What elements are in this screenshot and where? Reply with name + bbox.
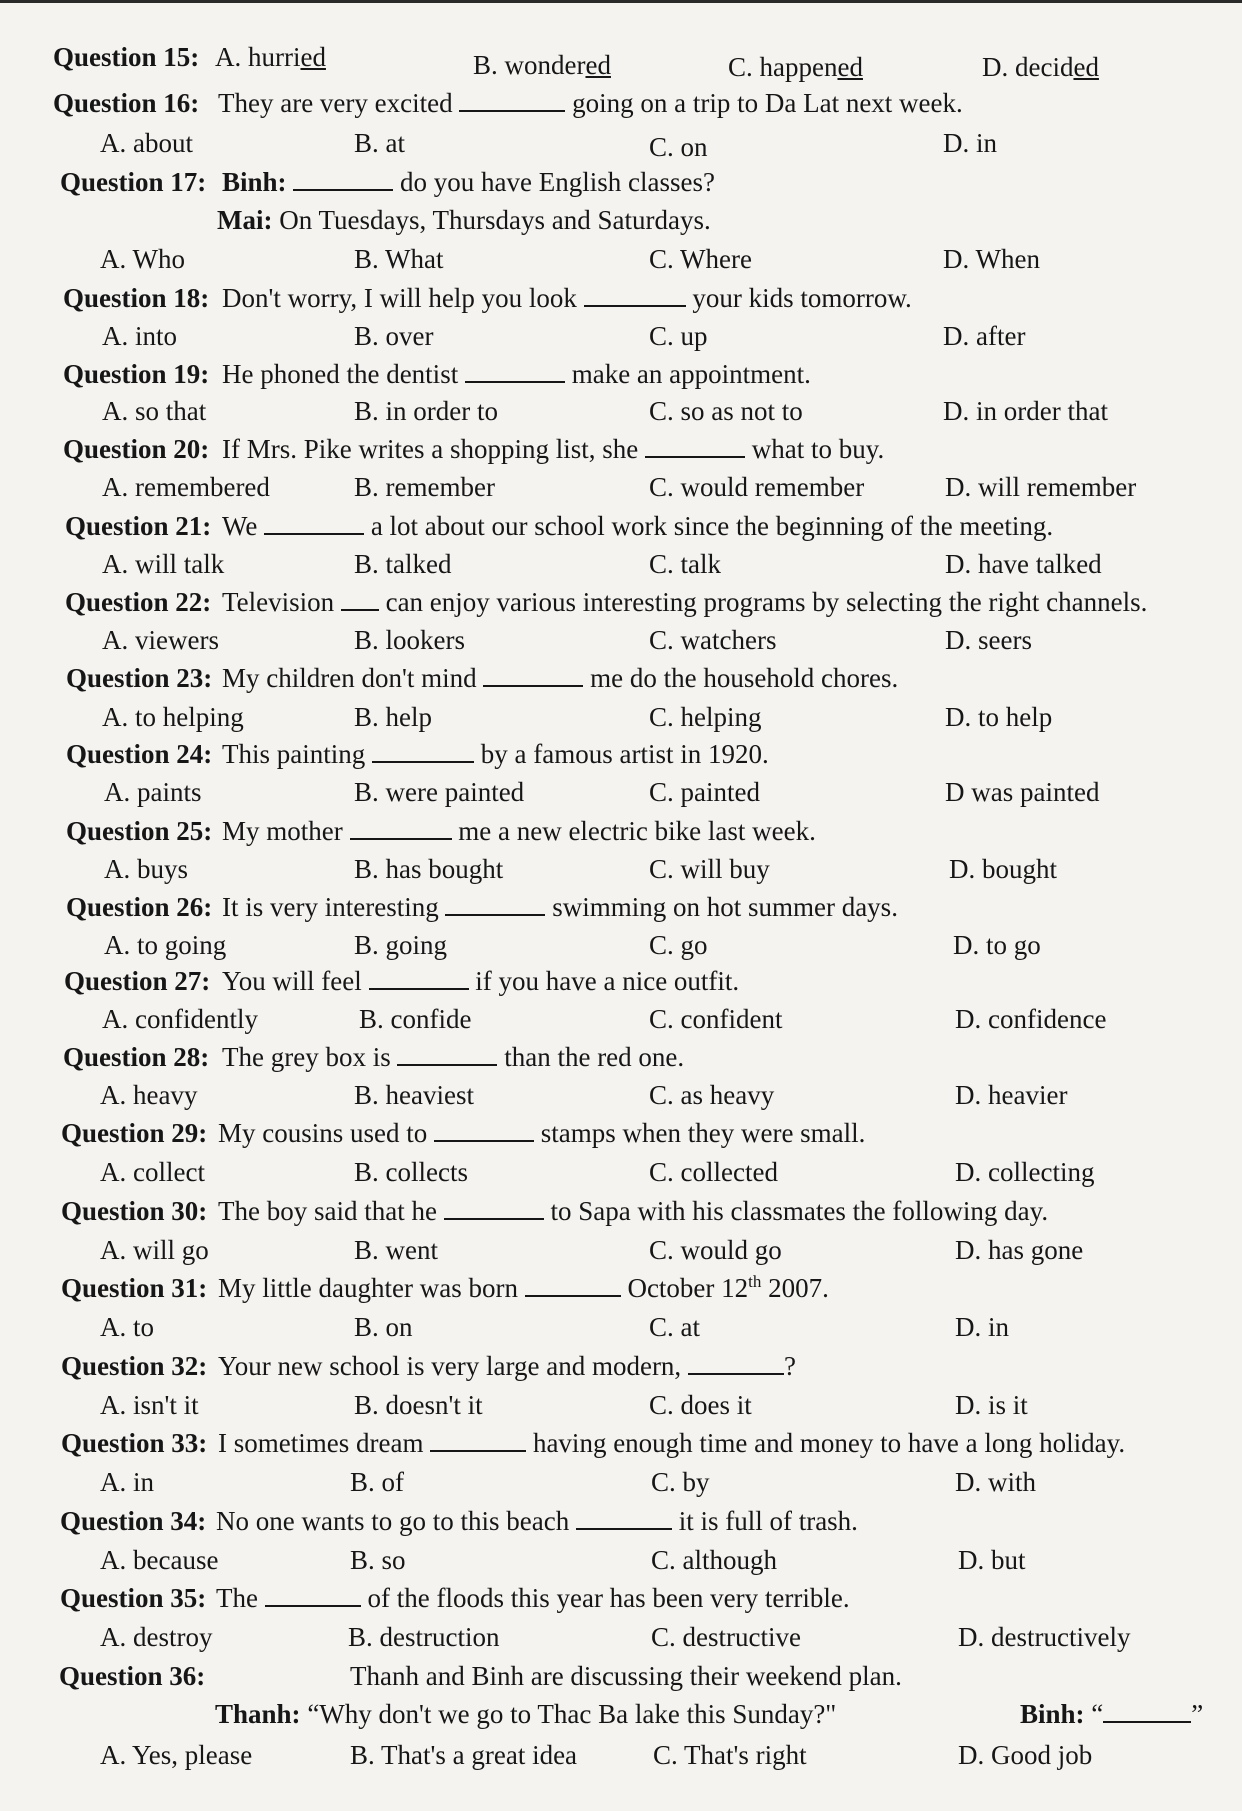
question-30-options bbox=[0, 1233, 1242, 1267]
option-b[interactable]: B. remember bbox=[354, 472, 495, 502]
question-26 bbox=[0, 890, 1242, 924]
answer-blank[interactable] bbox=[1103, 1697, 1191, 1723]
stem-part-2: to Sapa with his classmates the following day. bbox=[550, 1196, 1049, 1226]
option-d[interactable]: D. to go bbox=[953, 930, 1041, 960]
option-d[interactable]: D was painted bbox=[945, 777, 1100, 807]
answer-blank[interactable] bbox=[397, 1040, 497, 1066]
question-label: Question 21: bbox=[65, 511, 212, 541]
question-32-options bbox=[0, 1388, 1242, 1422]
question-stem bbox=[222, 357, 811, 391]
question-stem bbox=[222, 890, 898, 924]
option-c[interactable] bbox=[728, 50, 863, 84]
question-stem bbox=[218, 86, 963, 120]
question-stem bbox=[222, 585, 1147, 619]
option-a[interactable]: A. about bbox=[100, 128, 193, 158]
question-label: Question 32: bbox=[61, 1351, 208, 1381]
question-33 bbox=[0, 1426, 1242, 1460]
option-d[interactable]: D. destructively bbox=[958, 1622, 1131, 1652]
option-b[interactable]: B. over bbox=[354, 321, 434, 351]
answer-blank[interactable] bbox=[372, 737, 474, 763]
option-b[interactable]: B. went bbox=[354, 1235, 438, 1265]
stem-part-1: They are very excited bbox=[218, 88, 453, 118]
option-d-underlined: ed bbox=[1073, 52, 1099, 82]
question-15 bbox=[0, 40, 1242, 82]
stem-part-2: having enough time and money to have a long holiday. bbox=[532, 1428, 1126, 1458]
stem-part-1: The bbox=[216, 1583, 258, 1613]
option-c[interactable]: C. on bbox=[649, 132, 708, 162]
option-a[interactable]: A. so that bbox=[102, 396, 207, 426]
question-stem bbox=[218, 1349, 796, 1383]
stem-part-1: The grey box is bbox=[222, 1042, 391, 1072]
stem-part-1: The boy said that he bbox=[218, 1196, 437, 1226]
speaker-mai: Mai: bbox=[217, 205, 273, 235]
close-quote: ” bbox=[1191, 1699, 1204, 1729]
question-stem bbox=[216, 1504, 858, 1538]
option-a[interactable]: A. viewers bbox=[102, 625, 219, 655]
option-a[interactable]: A. into bbox=[102, 321, 178, 351]
speaker-binh: Binh: bbox=[1020, 1699, 1085, 1729]
question-32 bbox=[0, 1349, 1242, 1383]
question-36-options bbox=[0, 1738, 1242, 1772]
answer-blank[interactable] bbox=[525, 1271, 621, 1297]
option-d[interactable]: D. in bbox=[955, 1312, 1009, 1342]
option-c[interactable]: C. That's right bbox=[653, 1740, 807, 1770]
option-b[interactable]: B. confide bbox=[359, 1004, 472, 1034]
stem-part-2: of the floods this year has been very terrible. bbox=[367, 1583, 850, 1613]
stem-part-2: swimming on hot summer days. bbox=[552, 892, 898, 922]
option-a[interactable]: A. Yes, please bbox=[100, 1740, 253, 1770]
option-b[interactable]: B. were painted bbox=[354, 777, 525, 807]
option-d[interactable]: D. bought bbox=[949, 854, 1057, 884]
option-d[interactable]: D. seers bbox=[945, 625, 1032, 655]
option-d[interactable]: D. collecting bbox=[955, 1157, 1095, 1187]
question-label: Question 20: bbox=[63, 434, 210, 464]
option-b[interactable]: B. destruction bbox=[348, 1622, 500, 1652]
option-d[interactable]: D. in order that bbox=[943, 396, 1108, 426]
answer-blank[interactable] bbox=[369, 964, 469, 990]
answer-blank[interactable] bbox=[576, 1504, 672, 1530]
question-36 bbox=[0, 1659, 1242, 1693]
question-35 bbox=[0, 1581, 1242, 1615]
stem-part-2: ? bbox=[783, 1351, 796, 1381]
question-34 bbox=[0, 1504, 1242, 1538]
option-c[interactable]: C. watchers bbox=[649, 625, 777, 655]
question-label: Question 17: bbox=[60, 167, 207, 197]
option-b[interactable]: B. on bbox=[354, 1312, 413, 1342]
answer-blank[interactable] bbox=[350, 814, 452, 840]
answer-blank[interactable] bbox=[465, 357, 565, 383]
option-d[interactable]: D. but bbox=[958, 1545, 1026, 1575]
option-a[interactable]: A. Who bbox=[100, 244, 185, 274]
question-label: Question 31: bbox=[61, 1273, 208, 1303]
question-label: Question 28: bbox=[63, 1042, 210, 1072]
question-28 bbox=[0, 1040, 1242, 1074]
option-b[interactable]: B. doesn't it bbox=[354, 1390, 483, 1420]
option-d[interactable]: D. have talked bbox=[945, 549, 1102, 579]
question-26-options bbox=[0, 928, 1242, 962]
option-b-underlined: ed bbox=[585, 50, 611, 80]
option-c[interactable]: C. does it bbox=[649, 1390, 752, 1420]
option-d[interactable]: D. is it bbox=[955, 1390, 1028, 1420]
option-a[interactable]: A. will go bbox=[100, 1235, 209, 1265]
option-a[interactable] bbox=[215, 40, 326, 74]
question-19 bbox=[0, 357, 1242, 391]
stem-part-2: make an appointment. bbox=[571, 359, 811, 389]
question-stem bbox=[222, 814, 816, 848]
option-c[interactable]: C. at bbox=[649, 1312, 700, 1342]
option-c[interactable]: C. painted bbox=[649, 777, 760, 807]
option-d[interactable]: D. heavier bbox=[955, 1080, 1068, 1110]
question-stem bbox=[222, 661, 898, 695]
option-b[interactable]: B. talked bbox=[354, 549, 452, 579]
question-stem bbox=[216, 1581, 850, 1615]
question-label: Question 27: bbox=[64, 966, 211, 996]
option-c[interactable]: C. by bbox=[651, 1467, 710, 1497]
option-a[interactable]: A. to bbox=[100, 1312, 154, 1342]
question-30 bbox=[0, 1194, 1242, 1228]
stem-part-2: me a new electric bike last week. bbox=[458, 816, 816, 846]
stem-part-1: Don't worry, I will help you look bbox=[222, 283, 577, 313]
question-36-dialogue bbox=[0, 1697, 1242, 1731]
stem-part-1: Television bbox=[222, 587, 335, 617]
question-18-options bbox=[0, 319, 1242, 353]
question-22 bbox=[0, 585, 1242, 619]
option-a[interactable]: A. isn't it bbox=[100, 1390, 199, 1420]
question-34-options bbox=[0, 1543, 1242, 1577]
stem-part-2: can enjoy various interesting programs by selecting the right channels. bbox=[385, 587, 1148, 617]
option-b[interactable]: B. in order to bbox=[354, 396, 498, 426]
question-33-options bbox=[0, 1465, 1242, 1499]
question-28-options bbox=[0, 1078, 1242, 1112]
question-17 bbox=[0, 165, 1242, 199]
question-label: Question 33: bbox=[61, 1428, 208, 1458]
stem-part-2: than the red one. bbox=[504, 1042, 685, 1072]
option-a[interactable]: A. to going bbox=[104, 930, 227, 960]
option-c[interactable]: C. will buy bbox=[649, 854, 770, 884]
answer-blank[interactable] bbox=[445, 890, 545, 916]
stem-part-2: your kids tomorrow. bbox=[692, 283, 912, 313]
question-stem bbox=[218, 1116, 865, 1150]
option-b[interactable]: B. collects bbox=[354, 1157, 468, 1187]
option-a[interactable]: A. will talk bbox=[102, 549, 225, 579]
option-c-underlined: ed bbox=[837, 52, 863, 82]
stem-part-1: I sometimes dream bbox=[218, 1428, 424, 1458]
question-label: Question 34: bbox=[60, 1506, 207, 1536]
stem-part-2: if you have a nice outfit. bbox=[475, 966, 740, 996]
option-a[interactable]: A. collect bbox=[100, 1157, 205, 1187]
open-quote: “ bbox=[1091, 1699, 1104, 1729]
question-22-options bbox=[0, 623, 1242, 657]
question-25 bbox=[0, 814, 1242, 848]
option-d[interactable]: D. When bbox=[943, 244, 1040, 274]
question-16 bbox=[0, 86, 1242, 120]
option-a[interactable]: A. destroy bbox=[100, 1622, 213, 1652]
question-23 bbox=[0, 661, 1242, 695]
question-20-options bbox=[0, 470, 1242, 504]
stem-part-2: what to buy. bbox=[751, 434, 885, 464]
question-stem bbox=[222, 737, 769, 771]
stem-part-2: a lot about our school work since the beginning of the meeting. bbox=[370, 511, 1054, 541]
option-c[interactable]: C. Where bbox=[649, 244, 752, 274]
question-21-options bbox=[0, 547, 1242, 581]
option-d-text: D. decid bbox=[982, 52, 1074, 82]
option-b[interactable]: B. at bbox=[354, 128, 405, 158]
option-a[interactable]: A. remembered bbox=[102, 472, 270, 502]
question-31-options bbox=[0, 1310, 1242, 1344]
question-label: Question 30: bbox=[61, 1196, 208, 1226]
question-label: Question 36: bbox=[59, 1661, 206, 1691]
option-b[interactable]: B. help bbox=[354, 702, 432, 732]
option-d[interactable]: D. after bbox=[943, 321, 1026, 351]
option-b[interactable]: B. going bbox=[354, 930, 448, 960]
answer-blank[interactable] bbox=[584, 281, 686, 307]
option-d[interactable]: D. with bbox=[955, 1467, 1036, 1497]
question-24-options bbox=[0, 775, 1242, 809]
option-c[interactable]: C. up bbox=[649, 321, 708, 351]
answer-blank[interactable] bbox=[688, 1349, 784, 1375]
binh-line bbox=[1020, 1697, 1203, 1731]
question-16-options bbox=[0, 126, 1242, 160]
option-a[interactable]: A. buys bbox=[104, 854, 189, 884]
option-b[interactable]: B. so bbox=[350, 1545, 406, 1575]
question-stem bbox=[222, 964, 739, 998]
option-b[interactable]: B. of bbox=[350, 1467, 404, 1497]
question-18 bbox=[0, 281, 1242, 315]
stem-part-2: it is full of trash. bbox=[678, 1506, 858, 1536]
ordinal-suffix: th bbox=[748, 1272, 762, 1291]
question-stem bbox=[222, 432, 884, 466]
option-d[interactable]: D. to help bbox=[945, 702, 1053, 732]
stem-part-1: You will feel bbox=[222, 966, 362, 996]
option-c[interactable]: C. talk bbox=[649, 549, 721, 579]
option-d[interactable]: D. has gone bbox=[955, 1235, 1084, 1265]
option-a[interactable]: A. confidently bbox=[102, 1004, 258, 1034]
question-20 bbox=[0, 432, 1242, 466]
top-rule bbox=[0, 0, 1242, 3]
question-27 bbox=[0, 964, 1242, 998]
question-stem bbox=[218, 1426, 1125, 1460]
option-d[interactable]: D. in bbox=[943, 128, 997, 158]
option-d[interactable]: D. Good job bbox=[958, 1740, 1093, 1770]
question-21 bbox=[0, 509, 1242, 543]
option-a-text: A. hurri bbox=[215, 42, 301, 72]
question-stem bbox=[222, 281, 912, 315]
question-stem bbox=[222, 165, 715, 199]
option-a-underlined: ed bbox=[300, 42, 326, 72]
stem-part-1: Your new school is very large and modern, bbox=[218, 1351, 682, 1381]
stem-part-1: My little daughter was born bbox=[218, 1273, 518, 1303]
question-label: Question 25: bbox=[66, 816, 213, 846]
option-c[interactable]: C. would remember bbox=[649, 472, 865, 502]
stem-part-1: We bbox=[222, 511, 258, 541]
question-29-options bbox=[0, 1155, 1242, 1189]
option-b[interactable]: B. heaviest bbox=[354, 1080, 474, 1110]
option-a[interactable]: A. heavy bbox=[100, 1080, 198, 1110]
option-c[interactable]: C. collected bbox=[649, 1157, 778, 1187]
answer-blank[interactable] bbox=[459, 86, 565, 112]
stem-part-1: It is very interesting bbox=[222, 892, 439, 922]
question-23-options bbox=[0, 700, 1242, 734]
question-label: Question 19: bbox=[63, 359, 210, 389]
option-c[interactable]: C. so as not to bbox=[649, 396, 803, 426]
thanh-line bbox=[215, 1697, 836, 1731]
question-stem: Thanh and Binh are discussing their weekend plan. bbox=[350, 1661, 902, 1691]
stem-text: do you have English classes? bbox=[400, 167, 715, 197]
option-c[interactable]: C. confident bbox=[649, 1004, 783, 1034]
option-c[interactable]: C. as heavy bbox=[649, 1080, 775, 1110]
question-31 bbox=[0, 1271, 1242, 1305]
question-label: Question 16: bbox=[53, 88, 200, 118]
stem-part-1: My cousins used to bbox=[218, 1118, 428, 1148]
stem-part-2: me do the household chores. bbox=[590, 663, 899, 693]
question-label: Question 35: bbox=[60, 1583, 207, 1613]
option-c[interactable]: C. although bbox=[651, 1545, 777, 1575]
speaker-thanh: Thanh: bbox=[215, 1699, 301, 1729]
question-label: Question 15: bbox=[53, 42, 200, 72]
option-b[interactable]: B. That's a great idea bbox=[350, 1740, 578, 1770]
stem-part-2: October 12 bbox=[627, 1273, 749, 1303]
option-c[interactable]: C. go bbox=[649, 930, 708, 960]
answer-blank[interactable] bbox=[434, 1116, 534, 1142]
speaker-binh: Binh: bbox=[222, 167, 287, 197]
question-label: Question 22: bbox=[65, 587, 212, 617]
answer-blank[interactable] bbox=[430, 1426, 526, 1452]
answer-blank[interactable] bbox=[265, 1581, 361, 1607]
option-d[interactable] bbox=[982, 50, 1099, 84]
option-b[interactable]: B. What bbox=[354, 244, 444, 274]
reply-line bbox=[217, 203, 711, 237]
question-24 bbox=[0, 737, 1242, 771]
question-stem bbox=[222, 1040, 684, 1074]
option-b[interactable]: B. has bought bbox=[354, 854, 504, 884]
option-d[interactable]: D. confidence bbox=[955, 1004, 1107, 1034]
question-29 bbox=[0, 1116, 1242, 1150]
option-d[interactable]: D. will remember bbox=[945, 472, 1137, 502]
question-stem bbox=[218, 1271, 829, 1305]
question-19-options bbox=[0, 394, 1242, 428]
stem-part-1: He phoned the dentist bbox=[222, 359, 459, 389]
answer-blank[interactable] bbox=[645, 432, 745, 458]
stem-part-1: My mother bbox=[222, 816, 343, 846]
answer-blank[interactable] bbox=[444, 1194, 544, 1220]
question-17-options bbox=[0, 242, 1242, 276]
question-stem bbox=[218, 1194, 1048, 1228]
answer-blank[interactable] bbox=[483, 661, 583, 687]
question-label: Question 23: bbox=[66, 663, 213, 693]
question-25-options bbox=[0, 852, 1242, 886]
stem-part-2: going on a trip to Da Lat next week. bbox=[572, 88, 963, 118]
question-label: Question 26: bbox=[66, 892, 213, 922]
option-c[interactable]: C. destructive bbox=[651, 1622, 801, 1652]
stem-part-1: If Mrs. Pike writes a shopping list, she bbox=[222, 434, 639, 464]
question-35-options bbox=[0, 1620, 1242, 1654]
stem-part-3: 2007. bbox=[768, 1273, 829, 1303]
option-c[interactable]: C. would go bbox=[649, 1235, 782, 1265]
option-c-text: C. happen bbox=[728, 52, 838, 82]
question-17-reply bbox=[0, 203, 1242, 237]
option-a[interactable]: A. paints bbox=[104, 777, 202, 807]
answer-blank[interactable] bbox=[341, 585, 379, 611]
reply-text: On Tuesdays, Thursdays and Saturdays. bbox=[279, 205, 711, 235]
option-a[interactable]: A. because bbox=[100, 1545, 219, 1575]
stem-part-2: stamps when they were small. bbox=[540, 1118, 866, 1148]
stem-part-2: by a famous artist in 1920. bbox=[480, 739, 769, 769]
answer-blank[interactable] bbox=[293, 165, 393, 191]
answer-blank[interactable] bbox=[264, 509, 364, 535]
option-b[interactable] bbox=[473, 48, 611, 82]
stem-part-1: My children don't mind bbox=[222, 663, 477, 693]
question-label: Question 24: bbox=[66, 739, 213, 769]
option-a[interactable]: A. in bbox=[100, 1467, 154, 1497]
option-b[interactable]: B. lookers bbox=[354, 625, 465, 655]
option-b-text: B. wonder bbox=[473, 50, 586, 80]
option-c[interactable]: C. helping bbox=[649, 702, 762, 732]
thanh-text: “Why don't we go to Thac Ba lake this Sunday?" bbox=[307, 1699, 837, 1729]
question-27-options bbox=[0, 1002, 1242, 1036]
stem-part-1: This painting bbox=[222, 739, 366, 769]
question-label: Question 29: bbox=[61, 1118, 208, 1148]
stem-part-1: No one wants to go to this beach bbox=[216, 1506, 570, 1536]
question-stem bbox=[222, 509, 1053, 543]
question-label: Question 18: bbox=[63, 283, 210, 313]
option-a[interactable]: A. to helping bbox=[102, 702, 244, 732]
